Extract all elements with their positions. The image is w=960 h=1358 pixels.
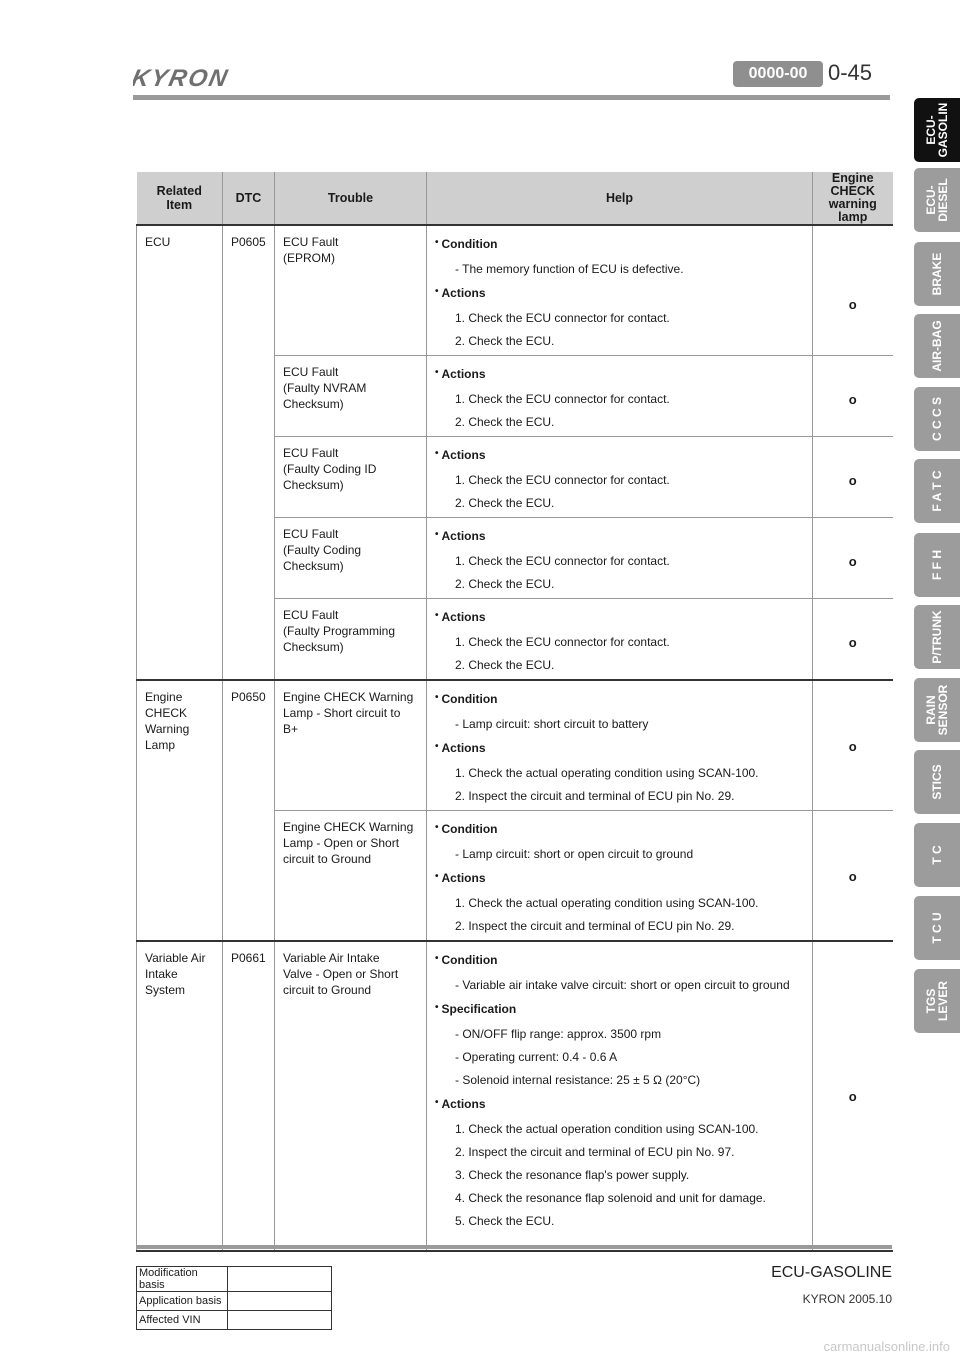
help-cell: • Condition - Lamp circuit: short or open circuit to ground • Actions 1. Check the actual operating condition using SCAN-100. 2. Inspect the circuit and terminal of ECU pin No. 29. xyxy=(427,811,813,942)
trouble-cell: Variable Air Intake Valve - Open or Short circuit to Ground xyxy=(275,941,427,1251)
trouble-cell: ECU Fault (Faulty Coding ID Checksum) xyxy=(275,437,427,518)
warning-lamp-mark: o xyxy=(813,680,893,811)
header-dtc: DTC xyxy=(223,172,275,225)
modification-table xyxy=(136,1266,332,1330)
header-warning-lamp: Engine CHECK warning lamp xyxy=(813,172,893,225)
footer-subtitle: KYRON 2005.10 xyxy=(802,1292,892,1306)
header-trouble: Trouble xyxy=(275,172,427,225)
warning-lamp-mark: o xyxy=(813,356,893,437)
tab-cccs[interactable]: C C C S xyxy=(914,387,960,451)
dtc-table xyxy=(136,172,893,1252)
watermark: carmanualsonline.info xyxy=(823,1339,950,1354)
mod-value xyxy=(228,1292,332,1311)
footer-title: ECU-GASOLINE xyxy=(771,1264,892,1281)
mod-label: Modification basis xyxy=(137,1267,228,1292)
mod-value xyxy=(228,1311,332,1330)
tab-ecu-diesel[interactable]: ECU- DIESEL xyxy=(914,168,960,232)
warning-lamp-mark: o xyxy=(813,811,893,942)
warning-lamp-mark: o xyxy=(813,941,893,1251)
tab-rain-sensor[interactable]: RAIN SENSOR xyxy=(914,678,960,742)
table-header-row xyxy=(137,172,893,225)
tab-brake[interactable]: BRAKE xyxy=(914,242,960,306)
help-cell: • Actions 1. Check the ECU connector for contact. 2. Check the ECU. xyxy=(427,356,813,437)
tab-ecu-gasolin[interactable]: ECU- GASOLIN xyxy=(914,98,960,162)
related-item-cell: Engine CHECK Warning Lamp xyxy=(137,680,223,941)
tab-ffh[interactable]: F F H xyxy=(914,533,960,597)
warning-lamp-mark: o xyxy=(813,225,893,356)
trouble-cell: ECU Fault (Faulty Programming Checksum) xyxy=(275,599,427,681)
page-number: 0-45 xyxy=(828,60,873,85)
related-item-cell: Variable Air Intake System xyxy=(137,941,223,1251)
trouble-cell: Engine CHECK Warning Lamp - Open or Short circuit to Ground xyxy=(275,811,427,942)
svg-text:KYRON: KYRON xyxy=(133,65,232,92)
help-cell: • Actions 1. Check the ECU connector for contact. 2. Check the ECU. xyxy=(427,518,813,599)
tab-tgs-lever[interactable]: TGS LEVER xyxy=(914,969,960,1033)
header-rule xyxy=(133,95,890,100)
warning-lamp-mark: o xyxy=(813,518,893,599)
kyron-logo xyxy=(133,64,283,92)
table-row xyxy=(137,225,893,356)
mod-label: Affected VIN xyxy=(137,1311,228,1330)
dtc-code-cell: P0605 xyxy=(223,225,275,680)
trouble-cell: ECU Fault (Faulty Coding Checksum) xyxy=(275,518,427,599)
trouble-cell: ECU Fault (EPROM) xyxy=(275,225,427,356)
help-cell: • Condition - Lamp circuit: short circuit to battery • Actions 1. Check the actual operating condition using SCAN-100. 2. Inspect the circuit and terminal of ECU pin No. 29. xyxy=(427,680,813,811)
tab-tc[interactable]: T C xyxy=(914,823,960,887)
table-row xyxy=(137,941,893,1251)
tab-fatc[interactable]: F A T C xyxy=(914,459,960,523)
dtc-code-cell: P0650 xyxy=(223,680,275,941)
mod-value xyxy=(228,1267,332,1292)
warning-lamp-mark: o xyxy=(813,599,893,681)
tab-stics[interactable]: STICS xyxy=(914,750,960,814)
help-cell: • Condition - The memory function of ECU is defective. • Actions 1. Check the ECU connector for contact. 2. Check the ECU. xyxy=(427,225,813,356)
related-item-cell: ECU xyxy=(137,225,223,680)
mod-label: Application basis xyxy=(137,1292,228,1311)
help-cell: • Actions 1. Check the ECU connector for contact. 2. Check the ECU. xyxy=(427,437,813,518)
header-help: Help xyxy=(427,172,813,225)
trouble-cell: ECU Fault (Faulty NVRAM Checksum) xyxy=(275,356,427,437)
help-cell: • Condition - Variable air intake valve circuit: short or open circuit to ground • Specification - ON/OFF flip range: approx. 3500 rpm - Operating current: 0.4 - 0.6 A - Solenoid internal resistance: 25 ± 5 Ω (20°C) • Actions 1. Check the actual operation condition using SCAN-100. 2. Inspect the circuit and terminal of ECU pin No. 97. 3. Check the resonance flap's power supply. 4. Check the resonance flap solenoid and unit for damage. 5. Check the ECU. xyxy=(427,941,813,1251)
table-row xyxy=(137,680,893,811)
header-related-item: Related Item xyxy=(137,172,223,225)
tab-air-bag[interactable]: AIR-BAG xyxy=(914,314,960,378)
warning-lamp-mark: o xyxy=(813,437,893,518)
trouble-cell: Engine CHECK Warning Lamp - Short circuit to B+ xyxy=(275,680,427,811)
help-cell: • Actions 1. Check the ECU connector for contact. 2. Check the ECU. xyxy=(427,599,813,681)
section-code-badge: 0000-00 xyxy=(733,61,823,87)
footer-rule xyxy=(136,1245,892,1249)
tab-p-trunk[interactable]: P/TRUNK xyxy=(914,605,960,669)
tab-tcu[interactable]: T C U xyxy=(914,896,960,960)
dtc-code-cell: P0661 xyxy=(223,941,275,1251)
